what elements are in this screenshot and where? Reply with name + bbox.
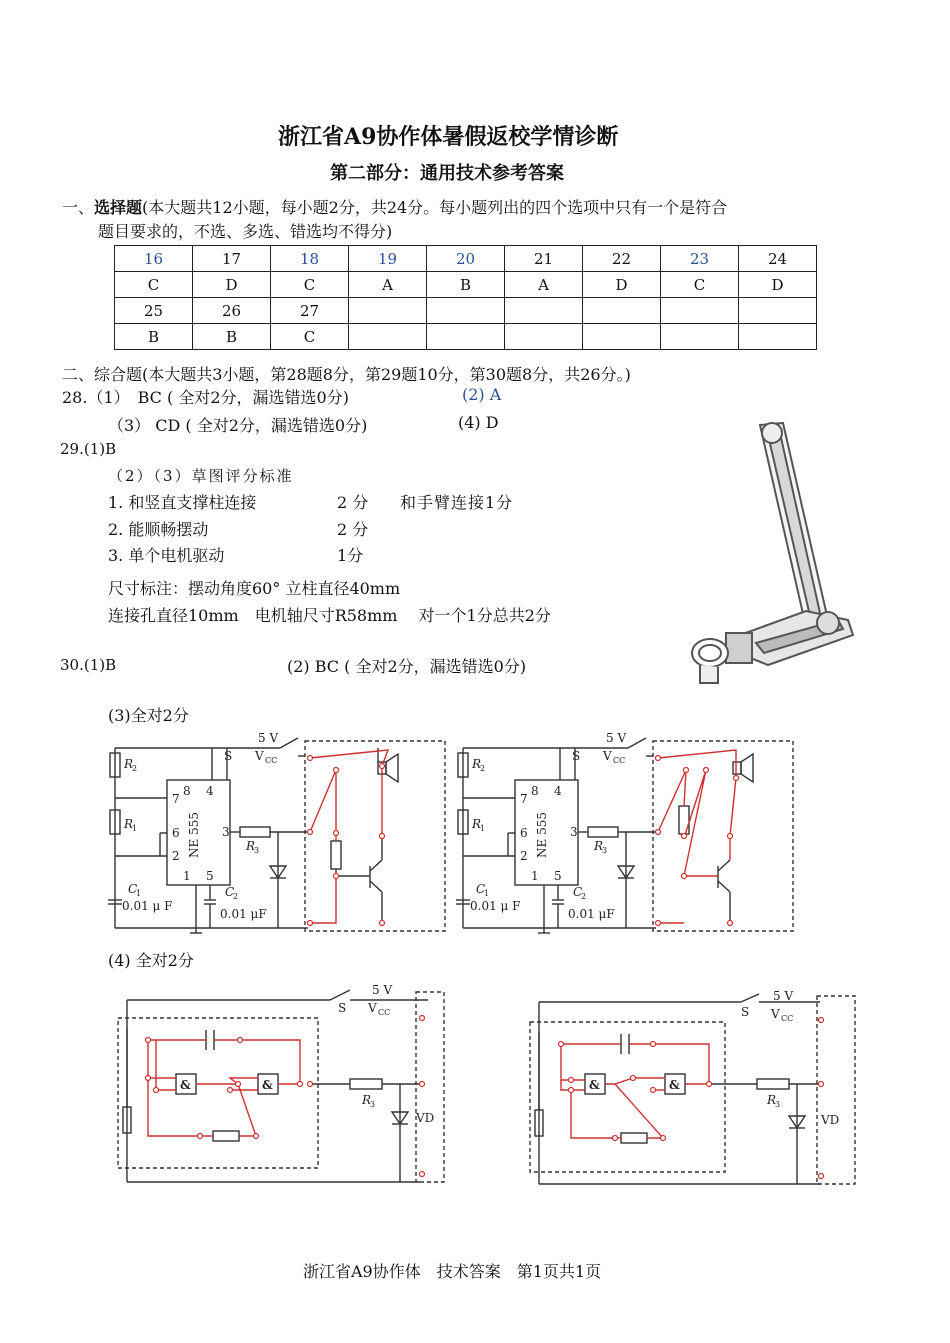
table-cell: B (427, 272, 505, 298)
table-cell: 19 (349, 246, 427, 272)
label-c2-value: 0.01 μF (568, 907, 615, 921)
label-pin5: 5 (554, 869, 562, 883)
table-cell: 24 (739, 246, 817, 272)
q30-answer-3: (3)全对2分 (108, 706, 189, 725)
label-pin1: 1 (531, 869, 539, 883)
label-pin6: 6 (172, 826, 180, 840)
q28-answer-3: （3） CD ( 全对2分，漏选错选0分) (108, 416, 368, 435)
label-vcc-sub: CC (265, 756, 278, 765)
page-title: 浙江省A9协作体暑假返校学情诊断 (278, 124, 619, 150)
section1-heading (62, 195, 727, 218)
label-s: S (572, 749, 581, 763)
q30-answer-2: (2) BC ( 全对2分，漏选错选0分) (287, 657, 527, 676)
label-pin1: 1 (183, 869, 191, 883)
table-cell: C (271, 272, 349, 298)
label-vcc: V (255, 749, 264, 763)
table-cell: 23 (661, 246, 739, 272)
table-row (115, 324, 817, 350)
label-r1-sub: 1 (480, 824, 486, 833)
table-cell: 22 (583, 246, 661, 272)
q29-criterion-2-score: 2 分 (337, 520, 369, 539)
table-cell: D (739, 272, 817, 298)
q30-answer-4: (4) 全对2分 (108, 951, 194, 970)
label-gate-1: & (589, 1078, 600, 1092)
label-pin5: 5 (206, 869, 214, 883)
label-c1-value: 0.01 μ F (122, 899, 173, 913)
section1-desc-2: 题目要求的，不选、多选、错选均不得分) (98, 222, 393, 241)
label-5v: 5 V (606, 731, 627, 745)
q28-answer-4: (4) D (458, 413, 499, 432)
label-c1: C (476, 882, 486, 896)
table-cell: C (661, 272, 739, 298)
label-vcc-sub: CC (613, 756, 626, 765)
table-cell: 18 (271, 246, 349, 272)
table-cell (427, 298, 505, 324)
q29-dimension-1: 尺寸标注：摆动角度60° 立柱直径40mm (108, 579, 401, 598)
table-cell: 25 (115, 298, 193, 324)
section1-name: 选择题 (94, 198, 143, 217)
label-c1-sub: 1 (484, 889, 490, 898)
label-gate-1: & (180, 1078, 191, 1092)
q29-criterion-1-score: 2 分 (337, 493, 369, 512)
label-r2-sub: 2 (132, 764, 138, 773)
label-ne555: NE 555 (187, 812, 201, 858)
table-cell (661, 298, 739, 324)
label-c2-sub: 2 (233, 892, 239, 901)
page-subtitle: 第二部分：通用技术参考答案 (330, 163, 564, 184)
label-c2-value: 0.01 μF (220, 907, 267, 921)
label-pin3: 3 (222, 825, 230, 839)
q28-answer-2: (2) A (462, 385, 502, 404)
label-c2: C (573, 885, 583, 899)
label-c1: C (128, 882, 138, 896)
label-s: S (338, 1001, 347, 1015)
label-vcc: V (603, 749, 612, 763)
table-cell (583, 324, 661, 350)
label-pin8: 8 (183, 784, 191, 798)
arm-sketch-figure (688, 415, 868, 695)
label-r1: R (124, 817, 134, 831)
circuit-555-right (448, 728, 798, 938)
label-pin2: 2 (520, 849, 528, 863)
label-pin2: 2 (172, 849, 180, 863)
label-vcc-sub: CC (378, 1008, 391, 1017)
label-r3: R (246, 839, 256, 853)
q28-answer-1: 28.（1） BC ( 全对2分，漏选错选0分) (62, 388, 349, 407)
table-cell (349, 298, 427, 324)
label-pin4: 4 (206, 784, 214, 798)
table-cell (505, 324, 583, 350)
table-row (115, 298, 817, 324)
table-cell (349, 324, 427, 350)
circuit-555-left (100, 728, 450, 938)
table-cell (661, 324, 739, 350)
label-vd: VD (821, 1113, 840, 1127)
table-cell: 26 (193, 298, 271, 324)
label-r3: R (362, 1093, 372, 1107)
label-vd: VD (416, 1111, 435, 1125)
label-c1-value: 0.01 μ F (470, 899, 521, 913)
q29-answer-1: 29.(1)B (60, 440, 117, 458)
answer-table (114, 245, 817, 350)
table-cell: D (583, 272, 661, 298)
table-cell: 16 (115, 246, 193, 272)
circuit-gates-left (110, 982, 450, 1187)
table-cell: B (115, 324, 193, 350)
table-cell: C (115, 272, 193, 298)
q29-criterion-3: 3. 单个电机驱动 (108, 546, 225, 565)
q29-criterion-2: 2. 能顺畅摆动 (108, 520, 209, 539)
circuit-gates-right (515, 988, 860, 1188)
label-pin7: 7 (520, 792, 528, 806)
table-cell: B (193, 324, 271, 350)
table-cell: 21 (505, 246, 583, 272)
label-r3-sub: 3 (602, 846, 608, 855)
label-r2-sub: 2 (480, 764, 486, 773)
label-gate-2: & (262, 1078, 273, 1092)
label-c1-sub: 1 (136, 889, 142, 898)
label-r3-sub: 3 (254, 846, 260, 855)
label-vcc-sub: CC (781, 1014, 794, 1023)
table-cell (505, 298, 583, 324)
label-r2: R (124, 757, 134, 771)
table-cell (427, 324, 505, 350)
label-c2-sub: 2 (581, 892, 587, 901)
q29-criterion-1-extra: 和手臂连接1分 (400, 493, 514, 512)
label-c2: C (225, 885, 235, 899)
label-pin8: 8 (531, 784, 539, 798)
q30-answer-1: 30.(1)B (60, 656, 117, 674)
q29-dimension-2: 连接孔直径10mm 电机轴尺寸R58mm 对一个1分总共2分 (108, 606, 551, 625)
section2-heading: 二、综合题(本大题共3小题，第28题8分，第29题10分，第30题8分，共26分。) (62, 365, 631, 384)
label-r3: R (767, 1093, 777, 1107)
section1-desc: (本大题共12小题，每小题2分，共24分。每小题列出的四个选项中只有一个是符合 (142, 198, 728, 217)
label-r1-sub: 1 (132, 824, 138, 833)
page-footer: 浙江省A9协作体 技术答案 第1页共1页 (303, 1262, 602, 1281)
table-cell: 17 (193, 246, 271, 272)
table-cell: C (271, 324, 349, 350)
label-r2: R (472, 757, 482, 771)
label-pin7: 7 (172, 792, 180, 806)
label-vcc: V (368, 1001, 377, 1015)
label-r3-sub: 3 (775, 1100, 781, 1109)
label-vcc: V (771, 1007, 780, 1021)
label-5v: 5 V (258, 731, 279, 745)
q29-criterion-1: 1. 和竖直支撑柱连接 (108, 493, 257, 512)
table-cell: 20 (427, 246, 505, 272)
label-s: S (741, 1005, 750, 1019)
label-r1: R (472, 817, 482, 831)
label-5v: 5 V (773, 989, 794, 1003)
table-cell: A (505, 272, 583, 298)
table-cell (739, 298, 817, 324)
label-s: S (224, 749, 233, 763)
table-row (115, 246, 817, 272)
label-pin4: 4 (554, 784, 562, 798)
table-cell: A (349, 272, 427, 298)
q29-criteria-title: （2）（3）草图评分标准 (108, 467, 294, 485)
table-row (115, 272, 817, 298)
section1-prefix: 一、 (62, 198, 95, 217)
label-pin6: 6 (520, 826, 528, 840)
label-pin3: 3 (570, 825, 578, 839)
table-cell (739, 324, 817, 350)
q29-criterion-3-score: 1分 (337, 546, 364, 565)
label-ne555: NE 555 (535, 812, 549, 858)
label-5v: 5 V (372, 983, 393, 997)
label-r3-sub: 3 (370, 1100, 376, 1109)
table-cell: 27 (271, 298, 349, 324)
table-cell (583, 298, 661, 324)
label-r3: R (594, 839, 604, 853)
table-cell: D (193, 272, 271, 298)
label-gate-2: & (669, 1078, 680, 1092)
